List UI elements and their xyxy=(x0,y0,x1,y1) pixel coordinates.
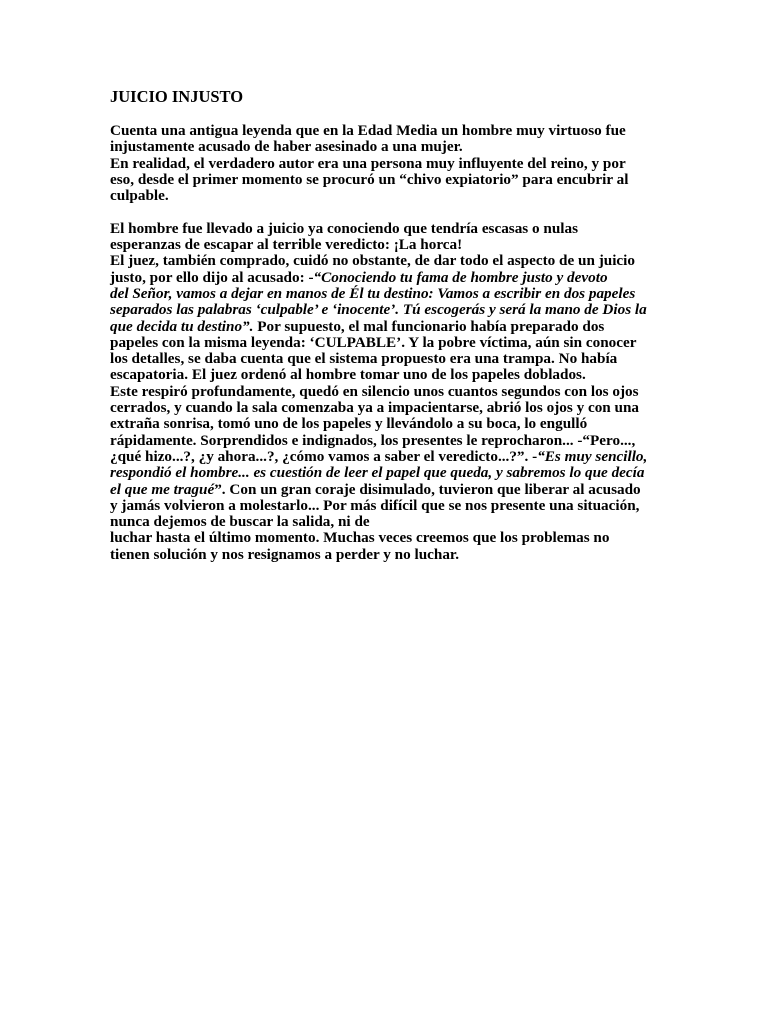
text-segment: justo, por ello dijo al acusado: - xyxy=(110,268,314,286)
text-line xyxy=(110,384,662,400)
text-line xyxy=(110,482,662,498)
text-segment: extraña sonrisa, tomó uno de los papeles y llevándolo a su boca, lo engulló xyxy=(110,415,588,433)
text-segment: En realidad, el verdadero autor era una persona muy influyente del reino, y por xyxy=(110,154,626,172)
text-segment: y jamás volvieron a molestarlo... Por más difícil que se nos presente una situación, xyxy=(110,496,640,514)
text-line xyxy=(110,335,662,351)
text-line xyxy=(110,449,662,465)
text-line xyxy=(110,172,662,188)
text-line xyxy=(110,286,662,302)
text-segment: ¿qué hizo...?, ¿y ahora...?, ¿cómo vamos a saber el veredicto...?”. - xyxy=(110,447,538,465)
text-segment: luchar hasta el último momento. Muchas veces creemos que los problemas no xyxy=(110,529,610,547)
text-segment: nunca dejemos de buscar la salida, ni de xyxy=(110,513,370,531)
text-line xyxy=(110,367,662,383)
text-line xyxy=(110,123,662,139)
text-line xyxy=(110,188,662,204)
text-segment: esperanzas de escapar al terrible veredicto: ¡La horca! xyxy=(110,236,463,254)
italic-text-segment: “Conociendo tu fama de hombre justo y devoto xyxy=(313,268,608,286)
italic-text-segment: que decida tu destino”. xyxy=(110,317,254,335)
text-segment: Por supuesto, el mal funcionario había preparado dos xyxy=(253,317,605,335)
text-segment: El hombre fue llevado a juicio ya conociendo que tendría escasas o nulas xyxy=(110,219,579,237)
text-line xyxy=(110,302,662,318)
document-title: JUICIO INJUSTO xyxy=(110,87,244,106)
text-line xyxy=(110,530,662,546)
text-line xyxy=(110,319,662,335)
text-segment: cerrados, y cuando la sala comenzaba ya a impacientarse, abrió los ojos y con una xyxy=(110,399,640,417)
text-line xyxy=(110,465,662,481)
text-segment: los detalles, se daba cuenta que el sistema propuesto era una trampa. No había xyxy=(110,350,618,368)
italic-text-segment: respondió el hombre... es cuestión de leer el papel que queda, y sabremos lo que decía xyxy=(110,464,645,482)
italic-text-segment: del Señor, vamos a dejar en manos de Él tu destino: Vamos a escribir en dos papeles xyxy=(110,284,636,302)
text-segment: El juez, también comprado, cuidó no obstante, de dar todo el aspecto de un juicio xyxy=(110,252,635,270)
text-line xyxy=(110,433,662,449)
text-line xyxy=(110,351,662,367)
text-segment: escapatoria. El juez ordenó al hombre tomar uno de los papeles doblados. xyxy=(110,366,586,384)
text-segment: tienen solución y nos resignamos a perder y no luchar. xyxy=(110,545,460,563)
text-line xyxy=(110,139,662,155)
italic-text-segment: “Es muy sencillo, xyxy=(537,447,648,465)
text-line xyxy=(110,253,662,269)
text-segment: rápidamente. Sorprendidos e indignados, los presentes le reprocharon... -“Pero..., xyxy=(110,431,636,449)
text-line xyxy=(110,514,662,530)
text-line xyxy=(110,237,662,253)
text-segment: Cuenta una antigua leyenda que en la Edad Media un hombre muy virtuoso fue xyxy=(110,122,626,139)
text-line xyxy=(110,400,662,416)
text-line xyxy=(110,498,662,514)
text-segment: Este respiró profundamente, quedó en silencio unos cuantos segundos con los ojos xyxy=(110,382,639,400)
text-line xyxy=(110,547,662,563)
text-segment: eso, desde el primer momento se procuró un “chivo expiatorio” para encubrir al xyxy=(110,170,629,188)
text-segment: ”. Con un gran coraje disimulado, tuvieron que liberar al acusado xyxy=(214,480,641,498)
text-line xyxy=(110,416,662,432)
text-segment: culpable. xyxy=(110,187,169,205)
text-line xyxy=(110,221,662,237)
paragraph-gap xyxy=(110,204,662,220)
document-page xyxy=(110,88,662,563)
italic-text-segment: el que me tragué xyxy=(110,480,215,498)
text-segment: papeles con la misma leyenda: ‘CULPABLE’. Y la pobre víctima, aún sin conocer xyxy=(110,333,637,351)
text-segment: injustamente acusado de haber asesinado a una mujer. xyxy=(110,138,463,156)
document-body xyxy=(110,123,662,563)
italic-text-segment: separados las palabras ‘culpable’ e ‘inocente’. Tú escogerás y será la mano de Dios la xyxy=(110,301,647,319)
text-line xyxy=(110,270,662,286)
text-line xyxy=(110,156,662,172)
